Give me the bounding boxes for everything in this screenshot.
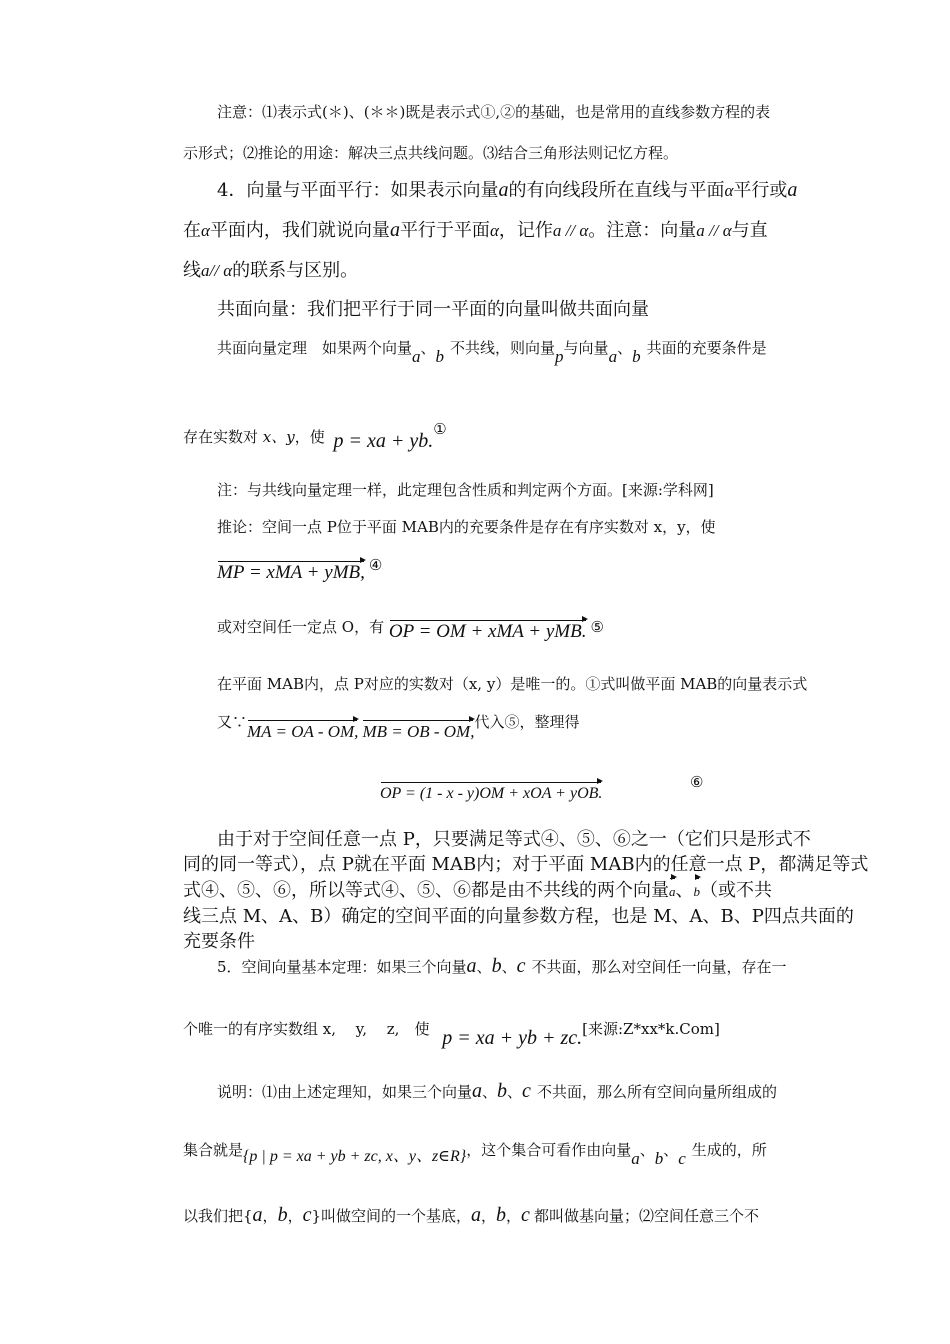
text: （或不共: [700, 880, 772, 901]
explanation-line-3: [183, 1205, 759, 1226]
vector-a: a: [631, 1149, 640, 1168]
text: 生成的，所: [691, 1141, 767, 1159]
vector-c: c: [522, 1080, 531, 1102]
theorem-note: 注：与共线向量定理一样，此定理包含性质和判定两个方面。[来源:学科网]: [217, 481, 714, 499]
plane-alpha: α: [489, 221, 499, 240]
para-line-5: 充要条件: [183, 931, 255, 952]
text: 的联系与区别。: [232, 260, 359, 281]
label-circ-6: ⑥: [690, 773, 704, 791]
vars-xy: x、y: [262, 428, 295, 446]
text: 以我们把{: [183, 1207, 253, 1225]
equation-4: MP = xMA + yMB,: [217, 562, 365, 583]
vector-c: c: [516, 955, 526, 977]
vector-a: a: [498, 179, 509, 201]
vector-b: b: [632, 347, 641, 366]
text: 平行或: [733, 180, 788, 201]
equation-4-line: [217, 556, 383, 583]
text: 、: [507, 1083, 523, 1101]
text: 、: [639, 1141, 655, 1159]
text: 、: [476, 958, 492, 976]
vector-a: a: [608, 347, 618, 366]
para-line-4: 线三点 M、A、B）确定的空间平面的向量参数方程，也是 M、A、B、P四点共面的: [183, 906, 854, 927]
set-notation: {p | p = xa + yb + zc, x、y、z∈R}: [243, 1148, 467, 1165]
vector-b: b: [491, 955, 502, 977]
text: 平面内，我们就说向量: [209, 220, 390, 241]
text: 。注意：向量: [588, 220, 697, 241]
vector-c: c: [302, 1204, 312, 1226]
vector-c: c: [678, 1149, 686, 1168]
text: 代入⑤，整理得: [474, 713, 580, 731]
plane-alpha: α: [201, 221, 210, 240]
text: 、: [675, 880, 694, 901]
note-line-1: 注意：⑴表示式(＊)、(＊＊)既是表示式①,②的基础，也是常用的直线参数方程的表: [217, 103, 771, 121]
text: 线: [183, 260, 201, 281]
text: 平行于平面: [399, 220, 490, 241]
text: 4．向量与平面平行：如果表示向量: [217, 180, 499, 201]
vector-a: a: [466, 955, 477, 977]
text: 、: [663, 1141, 679, 1159]
equation-basis: p = xa + yb + zc.: [442, 1027, 583, 1049]
parallel-notation: a // α: [552, 221, 589, 240]
text: 、: [501, 958, 517, 976]
section4-line-2: [183, 218, 768, 243]
vector-a: a: [252, 1204, 263, 1226]
text: 共面的充要条件是: [646, 339, 767, 357]
equation-5: OP = OM + xMA + yMB.: [388, 621, 587, 642]
equation-6-expr: OP = (1 - x - y)OM + xOA + yOB.: [380, 785, 603, 802]
text: 不共线，则向量: [450, 339, 556, 357]
equation-1: p = xa + yb.: [333, 430, 434, 452]
text: 不共面，那么所有空间向量所组成的: [536, 1083, 777, 1101]
explanation-line-1: [217, 1081, 777, 1102]
para-line-1: 由于对于空间任意一点 P，只要满足等式④、⑤、⑥之一（它们只是形式不: [217, 829, 811, 850]
equation-6: [380, 783, 602, 804]
text: ，这个集合可看作由向量: [466, 1141, 632, 1159]
vector-b: b: [654, 1149, 664, 1168]
text: 与直: [731, 220, 768, 241]
text: }叫做空间的一个基底，: [311, 1207, 472, 1225]
text: ，: [262, 1207, 278, 1225]
label-circ-4: ④: [368, 556, 383, 574]
text: ，记作: [498, 220, 553, 241]
text: 都叫做基向量；⑵空间任意三个不: [533, 1207, 759, 1225]
text: 、: [420, 339, 436, 357]
text: 在: [183, 220, 201, 241]
text: ，使: [294, 428, 325, 446]
vector-a: a: [787, 179, 798, 201]
uniqueness-line: 在平面 MAB内，点 P对应的实数对（x, y）是唯一的。①式叫做平面 MAB的向量表示式: [217, 675, 808, 693]
text: 5．空间向量基本定理：如果三个向量: [217, 958, 467, 976]
para-line-3: [183, 879, 772, 904]
section4-line-3: [183, 259, 358, 283]
equation-5-line: [217, 617, 604, 642]
text: 与向量: [563, 339, 609, 357]
vector-MA: a: [669, 880, 676, 904]
coplanar-theorem-line: [217, 338, 767, 366]
section5-line-1: [217, 956, 786, 977]
label-circ-5: ⑤: [590, 618, 604, 636]
source-tag: [来源:Z*xx*k.Com]: [582, 1020, 720, 1038]
note-line-2: 示形式；⑵推论的用途：解决三点共线问题。⑶结合三角形法则记忆方程。: [183, 144, 679, 162]
text: 说明：⑴由上述定理知，如果三个向量: [217, 1083, 473, 1101]
equation-MA: MA = OA - OM,: [247, 722, 359, 741]
plane-alpha: α: [724, 181, 734, 200]
text: 又∵: [217, 713, 248, 731]
label-circ-1: ①: [433, 420, 447, 438]
text: 、: [617, 339, 633, 357]
coplanar-definition: 共面向量：我们把平行于同一平面的向量叫做共面向量: [217, 299, 649, 320]
substitution-line: [217, 712, 580, 741]
text: 存在实数对: [183, 428, 259, 446]
vector-b: b: [435, 347, 445, 366]
vector-b: b: [497, 1080, 508, 1102]
text: 个唯一的有序实数组 x, y, z, 使: [183, 1020, 430, 1038]
vector-c: c: [521, 1204, 530, 1226]
text: 式④、⑤、⑥，所以等式④、⑤、⑥都是由不共线的两个向量: [183, 880, 669, 901]
text: ，: [287, 1207, 303, 1225]
vector-a: a: [471, 1204, 482, 1226]
text: ，: [506, 1207, 522, 1225]
text: 或对空间任一定点 O，有: [217, 618, 385, 636]
text: 的有向线段所在直线与平面: [508, 180, 725, 201]
text: 、: [482, 1083, 498, 1101]
exist-line: [183, 420, 447, 452]
vector-a: a: [389, 219, 400, 241]
vector-p: p: [555, 347, 564, 366]
section5-line-2: [183, 1018, 720, 1049]
section4-line-1: [217, 178, 797, 203]
text: 集合就是: [183, 1141, 244, 1159]
vector-b: b: [277, 1204, 288, 1226]
text: 共面向量定理 如果两个向量: [217, 339, 413, 357]
text: ，: [481, 1207, 497, 1225]
equation-MB: MB = OB - OM,: [362, 722, 475, 741]
explanation-line-2: [183, 1140, 767, 1168]
line-parallel-notation: a// α: [201, 261, 233, 280]
vector-a: a: [412, 347, 421, 366]
text: 不共面，那么对空间任一向量，存在一: [531, 958, 787, 976]
para-line-2: 同的同一等式），点 P就在平面 MAB内；对于平面 MAB内的任意一点 P，都满足等式: [183, 854, 869, 875]
vector-MB: b: [694, 880, 701, 904]
vector-b: b: [496, 1204, 507, 1226]
corollary-line: 推论：空间一点 P位于平面 MAB内的充要条件是存在有序实数对 x，y，使: [217, 518, 716, 536]
vector-a: a: [472, 1080, 483, 1102]
parallel-notation: a // α: [696, 221, 732, 240]
